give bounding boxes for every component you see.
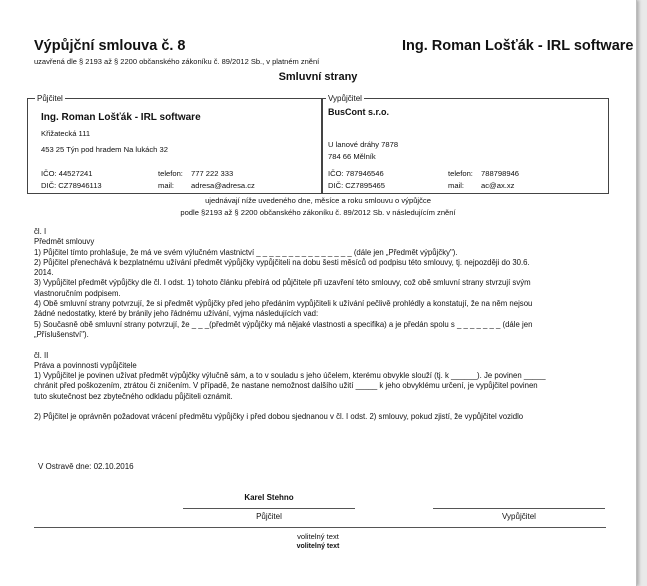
lender-signature-line — [183, 508, 355, 509]
body-line: 2) Půjčitel přenechává k bezplatnému užívání předmět výpůjčky vypůjčiteli na dobu šesti měsíců od podpisu této smlouvy, tj. nejpozději do 30.6. — [34, 257, 530, 267]
borrower-ico: IČO: 787946546 — [328, 169, 384, 178]
borrower-name: BusCont s.r.o. — [328, 107, 390, 117]
borrower-phone: 788798946 — [481, 169, 520, 178]
body-line — [34, 402, 546, 412]
body-line: čl. II — [34, 350, 49, 360]
borrower-signature-line — [433, 508, 605, 509]
body-line: čl. I — [34, 227, 47, 236]
body-line: „Příslušenství"). — [34, 329, 89, 339]
footer-text-1: volitelný text — [297, 532, 339, 541]
footer-divider — [34, 527, 606, 528]
body-line: 2014. — [34, 268, 54, 278]
body-line: žádné nedostatky, které by bránily jeho řádnému užívání, vyjma následujících vad: — [34, 309, 319, 319]
body-line: Práva a povinnosti vypůjčitele — [34, 360, 137, 370]
lender-phone: 777 222 333 — [191, 169, 234, 178]
lender-signatory-name: Karel Stehno — [244, 493, 294, 502]
footer-text-2: volitelný text — [296, 543, 340, 550]
lender-mail-label: mail: — [158, 181, 175, 190]
body-line: 2) Půjčitel je oprávněn požadovat vrácení předmětu výpůjčky i před dobou sjednanou v čl. I odst. 2) smlouvy, pokud zjistí, že vypůjčitel vozidlo — [34, 412, 524, 422]
body-line: 1) Vypůjčitel je povinen užívat předmět výpůjčky výlučně sám, a to v souladu s jeho účelem, kterému obvykle slouží (tj. k ______). Je povinen _____ — [34, 371, 546, 381]
intro-line-2: podle §2193 až § 2200 občanského zákoníku č. 89/2012 Sb. v následujícím znění — [180, 208, 456, 217]
borrower-street: U lanové dráhy 7878 — [328, 140, 399, 149]
lender-signature-label: Půjčitel — [256, 512, 282, 521]
contract-body — [34, 227, 546, 423]
body-line: chránit před poškozením, ztrátou či zničením. V případě, že nastane nemožnost dalšího užití _____ k jeho obvyklému určení, je vypůjčitel povinen — [34, 381, 538, 391]
lender-box — [27, 94, 323, 194]
place-date: V Ostravě dne: 02.10.2016 — [38, 462, 134, 471]
lender-dic: DIČ: CZ78946113 — [41, 181, 102, 190]
borrower-phone-label: telefon: — [448, 169, 473, 178]
contract-title: Výpůjční smlouva č. 8 — [34, 38, 186, 54]
body-line: 1) Půjčitel tímto prohlašuje, že má ve svém výlučném vlastnictví _ _ _ _ _ _ _ _ _ _ _ _ _ _ _ (dále jen „Předmět výpůjčky"). — [34, 247, 458, 257]
header-company: Ing. Roman Lošťák - IRL software — [402, 38, 634, 54]
body-line: Předmět smlouvy — [34, 237, 95, 247]
lender-legend: Půjčitel — [37, 94, 63, 103]
lender-name: Ing. Roman Lošťák - IRL software — [41, 112, 201, 123]
body-line: tuto skutečnost bez zbytečného odkladu půjčiteli oznámit. — [34, 391, 233, 401]
lender-mail: adresa@adresa.cz — [191, 181, 255, 190]
borrower-city: 784 66 Mělník — [328, 152, 376, 161]
borrower-legend: Vypůjčitel — [328, 94, 362, 103]
borrower-mail-label: mail: — [448, 181, 465, 190]
intro-line-1: ujednávají níže uvedeného dne, měsíce a roku smlouvu o výpůjčce — [205, 196, 431, 205]
borrower-box — [321, 94, 609, 194]
body-line: vlastnoručním podpisem. — [34, 288, 121, 298]
body-line: 4) Obě smluvní strany potvrzují, že si předmět výpůjčky před jeho předáním vypůjčiteli k užívání pečlivě prohlédly a konstatují, že na něm nejsou — [34, 299, 533, 309]
body-line: 5) Současně obě smluvní strany potvrzují, že _ _ _(předmět výpůjčky má nějaké vlastnosti a specifika) a je předán spolu s _ _ _ _ _ _ _ (dále jen — [34, 319, 533, 329]
borrower-dic: DIČ: CZ7895465 — [328, 181, 385, 190]
borrower-mail: ac@ax.xz — [481, 181, 515, 190]
body-line: 3) Vypůjčitel předmět výpůjčky dle čl. I odst. 1) tohoto článku přebírá od půjčitele při uzavření této smlouvy, což obě smluvní strany stvrzují svým — [34, 278, 531, 288]
parties-heading: Smluvní strany — [278, 71, 358, 83]
body-line — [34, 340, 546, 350]
lender-city: 453 25 Týn pod hradem Na lukách 32 — [41, 145, 168, 154]
lender-street: Křižatecká 111 — [41, 129, 91, 138]
lender-phone-label: telefon: — [158, 169, 183, 178]
law-reference: uzavřená dle § 2193 až § 2200 občanského zákoníku č. 89/2012 Sb., v platném znění — [34, 57, 320, 66]
lender-ico: IČO: 44527241 — [41, 169, 93, 178]
borrower-signature-label: Vypůjčitel — [502, 512, 536, 521]
